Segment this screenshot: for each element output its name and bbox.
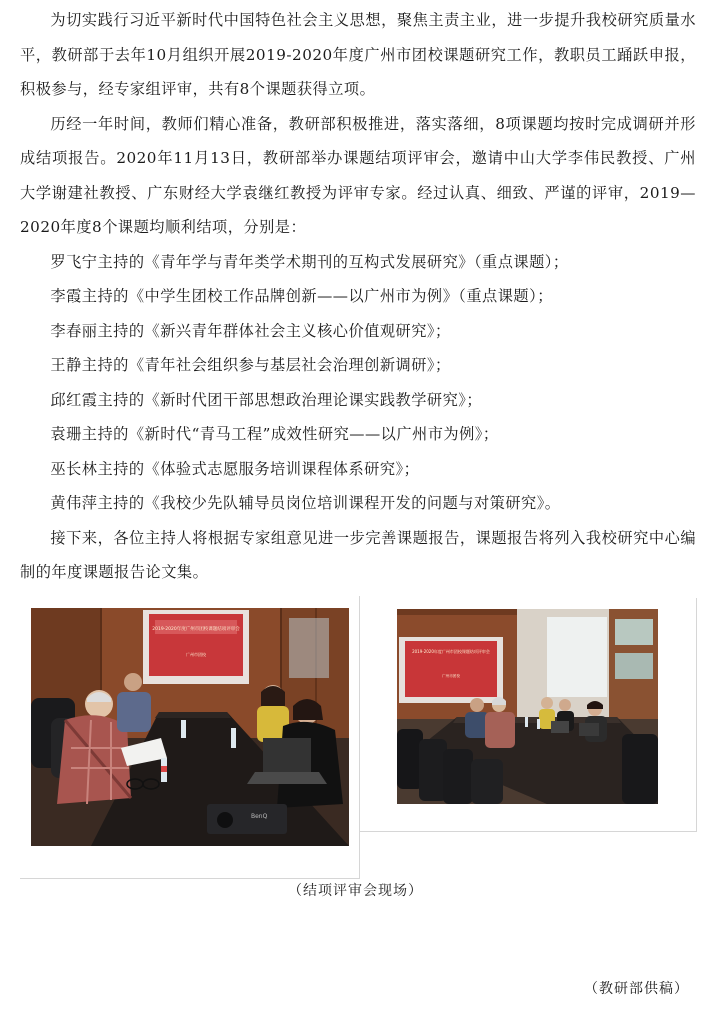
project-item: 巫长林主持的《体验式志愿服务培训课程体系研究》； — [50, 459, 420, 478]
project-item: 李霞主持的《中学生团校工作品牌创新——以广州市为例》（重点课题）； — [50, 287, 553, 305]
paragraph-intro: 为切实践行习近平新时代中国特色社会主义思想，聚焦主责主业，进一步提升我校研究质量水平，教研部于去年10月组织开展2019-2020年度广州市团校课题研究工作，教职员工踊跃申报，积极参与，经专家组评审，共有8个课题获得立项。 — [20, 11, 696, 98]
screen-title-text: 2019-2020年度广州市团校课题结项评审会 — [412, 649, 490, 654]
project-item: 邱红霞主持的《新时代团干部思想政治理论课实践教学研究》； — [50, 390, 483, 409]
project-item: 黄伟萍主持的《我校少先队辅导员岗位培训课程开发的问题与对策研究》。 — [50, 494, 561, 512]
meeting-photo-right — [397, 609, 658, 804]
project-item: 罗飞宁主持的《青年学与青年类学术期刊的互构式发展研究》（重点课题）； — [50, 252, 569, 271]
svg-text:BenQ: BenQ — [251, 813, 268, 820]
paragraph-closing: 接下来，各位主持人将根据专家组意见进一步完善课题报告，课题报告将列入我校研究中心编制的年度课题报告论文集。 — [20, 528, 696, 581]
screen-title-text: 2019-2020年度广州市团校课题结项评审会 — [152, 627, 240, 632]
source-credit: （教研部供稿） — [584, 981, 689, 997]
photo-caption: （结项评审会现场） — [288, 883, 423, 899]
meeting-photo-left — [31, 608, 349, 846]
project-item: 袁珊主持的《新时代“青马工程”成效性研究——以广州市为例》； — [50, 425, 499, 443]
article-body — [20, 0, 696, 590]
screen-org-text: 广州市团校 — [442, 674, 460, 678]
screen-org-text: 广州市团校 — [186, 652, 206, 657]
photo-frame-left — [20, 596, 360, 879]
project-item: 李春丽主持的《新兴青年群体社会主义核心价值观研究》； — [50, 321, 451, 340]
project-item: 王静主持的《青年社会组织参与基层社会治理创新调研》； — [50, 356, 451, 374]
photo-frame-right — [360, 598, 697, 832]
paragraph-progress: 历经一年时间，教师们精心准备，教研部积极推进，落实落细，8项课题均按时完成调研并形成结项报告。2020年11月13日，教研部举办课题结项评审会，邀请中山大学李伟民教授、广州大学谢建社教授、广东财经大学袁继红教授为评审专家。经过认真、细致、严谨的评审，2019—2020年度8个课题均顺利结项，分别是： — [20, 114, 696, 236]
